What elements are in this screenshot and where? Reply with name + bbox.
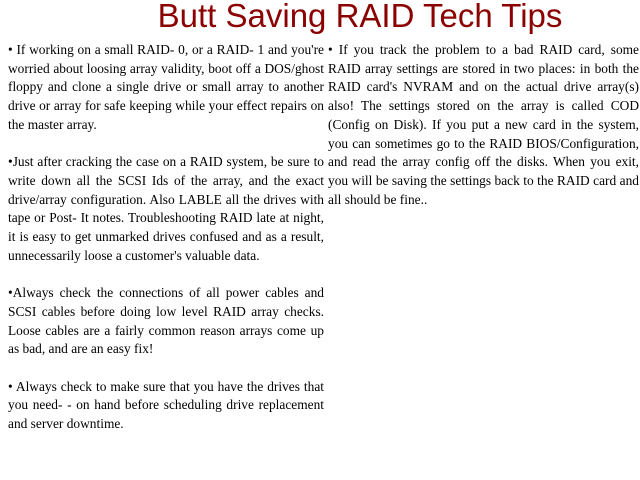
tip-paragraph: •Just after cracking the case on a RAID system, be sure to write down all the SCSI Ids of the array, and the exact drive/array configuration. Also LABLE all the drives with tape or Post- It notes. Troubleshooting RAID late at night, it is easy to get unmarked drives confused and as a result, unnecessarily loose a customer's valuable data.	[8, 154, 324, 263]
left-column	[8, 41, 324, 452]
tip-paragraph: • If you track the problem to a bad RAID card, some RAID array settings are stored in two places: in both the RAID card's NVRAM and on the actual drive array(s) also! The settings stored on the array is called COD (Config on Disk). If you put a new card in the system, you can sometimes go to the RAID BIOS/Configuration, and read the array config off the disks. When you exit, you will be saving the settings back to the RAID card and all should be fine..	[328, 42, 639, 207]
right-column	[328, 41, 639, 228]
tip-paragraph: • If working on a small RAID- 0, or a RAID- 1 and you're worried about loosing array validity, boot off a DOS/ghost floppy and clone a single drive or small array to another drive or array for safe keeping while your effect repairs on the master array.	[8, 42, 324, 132]
tip-paragraph: •Always check the connections of all power cables and SCSI cables before doing low level RAID array checks. Loose cables are a fairly common reason arrays come up as bad, and are an easy fix!	[8, 285, 324, 357]
slide-title: Butt Saving RAID Tech Tips	[157, 0, 563, 34]
tip-paragraph: • Always check to make sure that you have the drives that you need- - on hand before scheduling drive replacement and server downtime.	[8, 378, 324, 432]
